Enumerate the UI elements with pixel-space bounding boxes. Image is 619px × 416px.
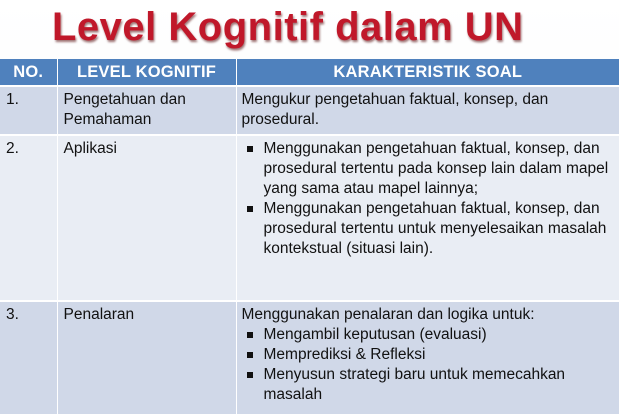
list-item: Memprediksi & Refleksi — [242, 345, 616, 365]
list-item: Menggunakan pengetahuan faktual, konsep, dan prosedural tertentu pada konsep lain dalam mapel yang sama atau mapel lainnya; — [242, 139, 616, 199]
table-row — [0, 301, 619, 415]
cognitive-level-table — [0, 59, 619, 416]
characteristics-list — [242, 139, 616, 259]
row-characteristics — [236, 86, 619, 135]
characteristics-text: Menggunakan penalaran dan logika untuk: — [241, 306, 535, 323]
row-characteristics — [236, 135, 619, 301]
header-level: LEVEL KOGNITIF — [57, 59, 236, 86]
row-level: Aplikasi — [57, 135, 236, 301]
characteristics-text: Mengukur pengetahuan faktual, konsep, dan prosedural. — [241, 91, 549, 128]
list-item: Menyusun strategi baru untuk memecahkan masalah — [242, 365, 616, 405]
table-row — [0, 135, 619, 301]
row-number: 3. — [0, 301, 57, 415]
row-number: 2. — [0, 135, 57, 301]
list-item: Mengambil keputusan (evaluasi) — [242, 325, 616, 345]
header-no: NO. — [0, 59, 57, 86]
row-level: Pengetahuan dan Pemahaman — [57, 86, 236, 135]
table-header-row — [0, 59, 619, 86]
row-number: 1. — [0, 86, 57, 135]
table-row — [0, 86, 619, 135]
characteristics-list — [242, 325, 616, 405]
row-characteristics — [236, 301, 619, 415]
slide-title: Level Kognitif dalam UN — [52, 5, 524, 49]
list-item: Menggunakan pengetahuan faktual, konsep, dan prosedural tertentu untuk menyelesaikan masalah kontekstual (situasi lain). — [242, 199, 616, 259]
header-characteristics: KARAKTERISTIK SOAL — [236, 59, 619, 86]
row-level: Penalaran — [57, 301, 236, 415]
